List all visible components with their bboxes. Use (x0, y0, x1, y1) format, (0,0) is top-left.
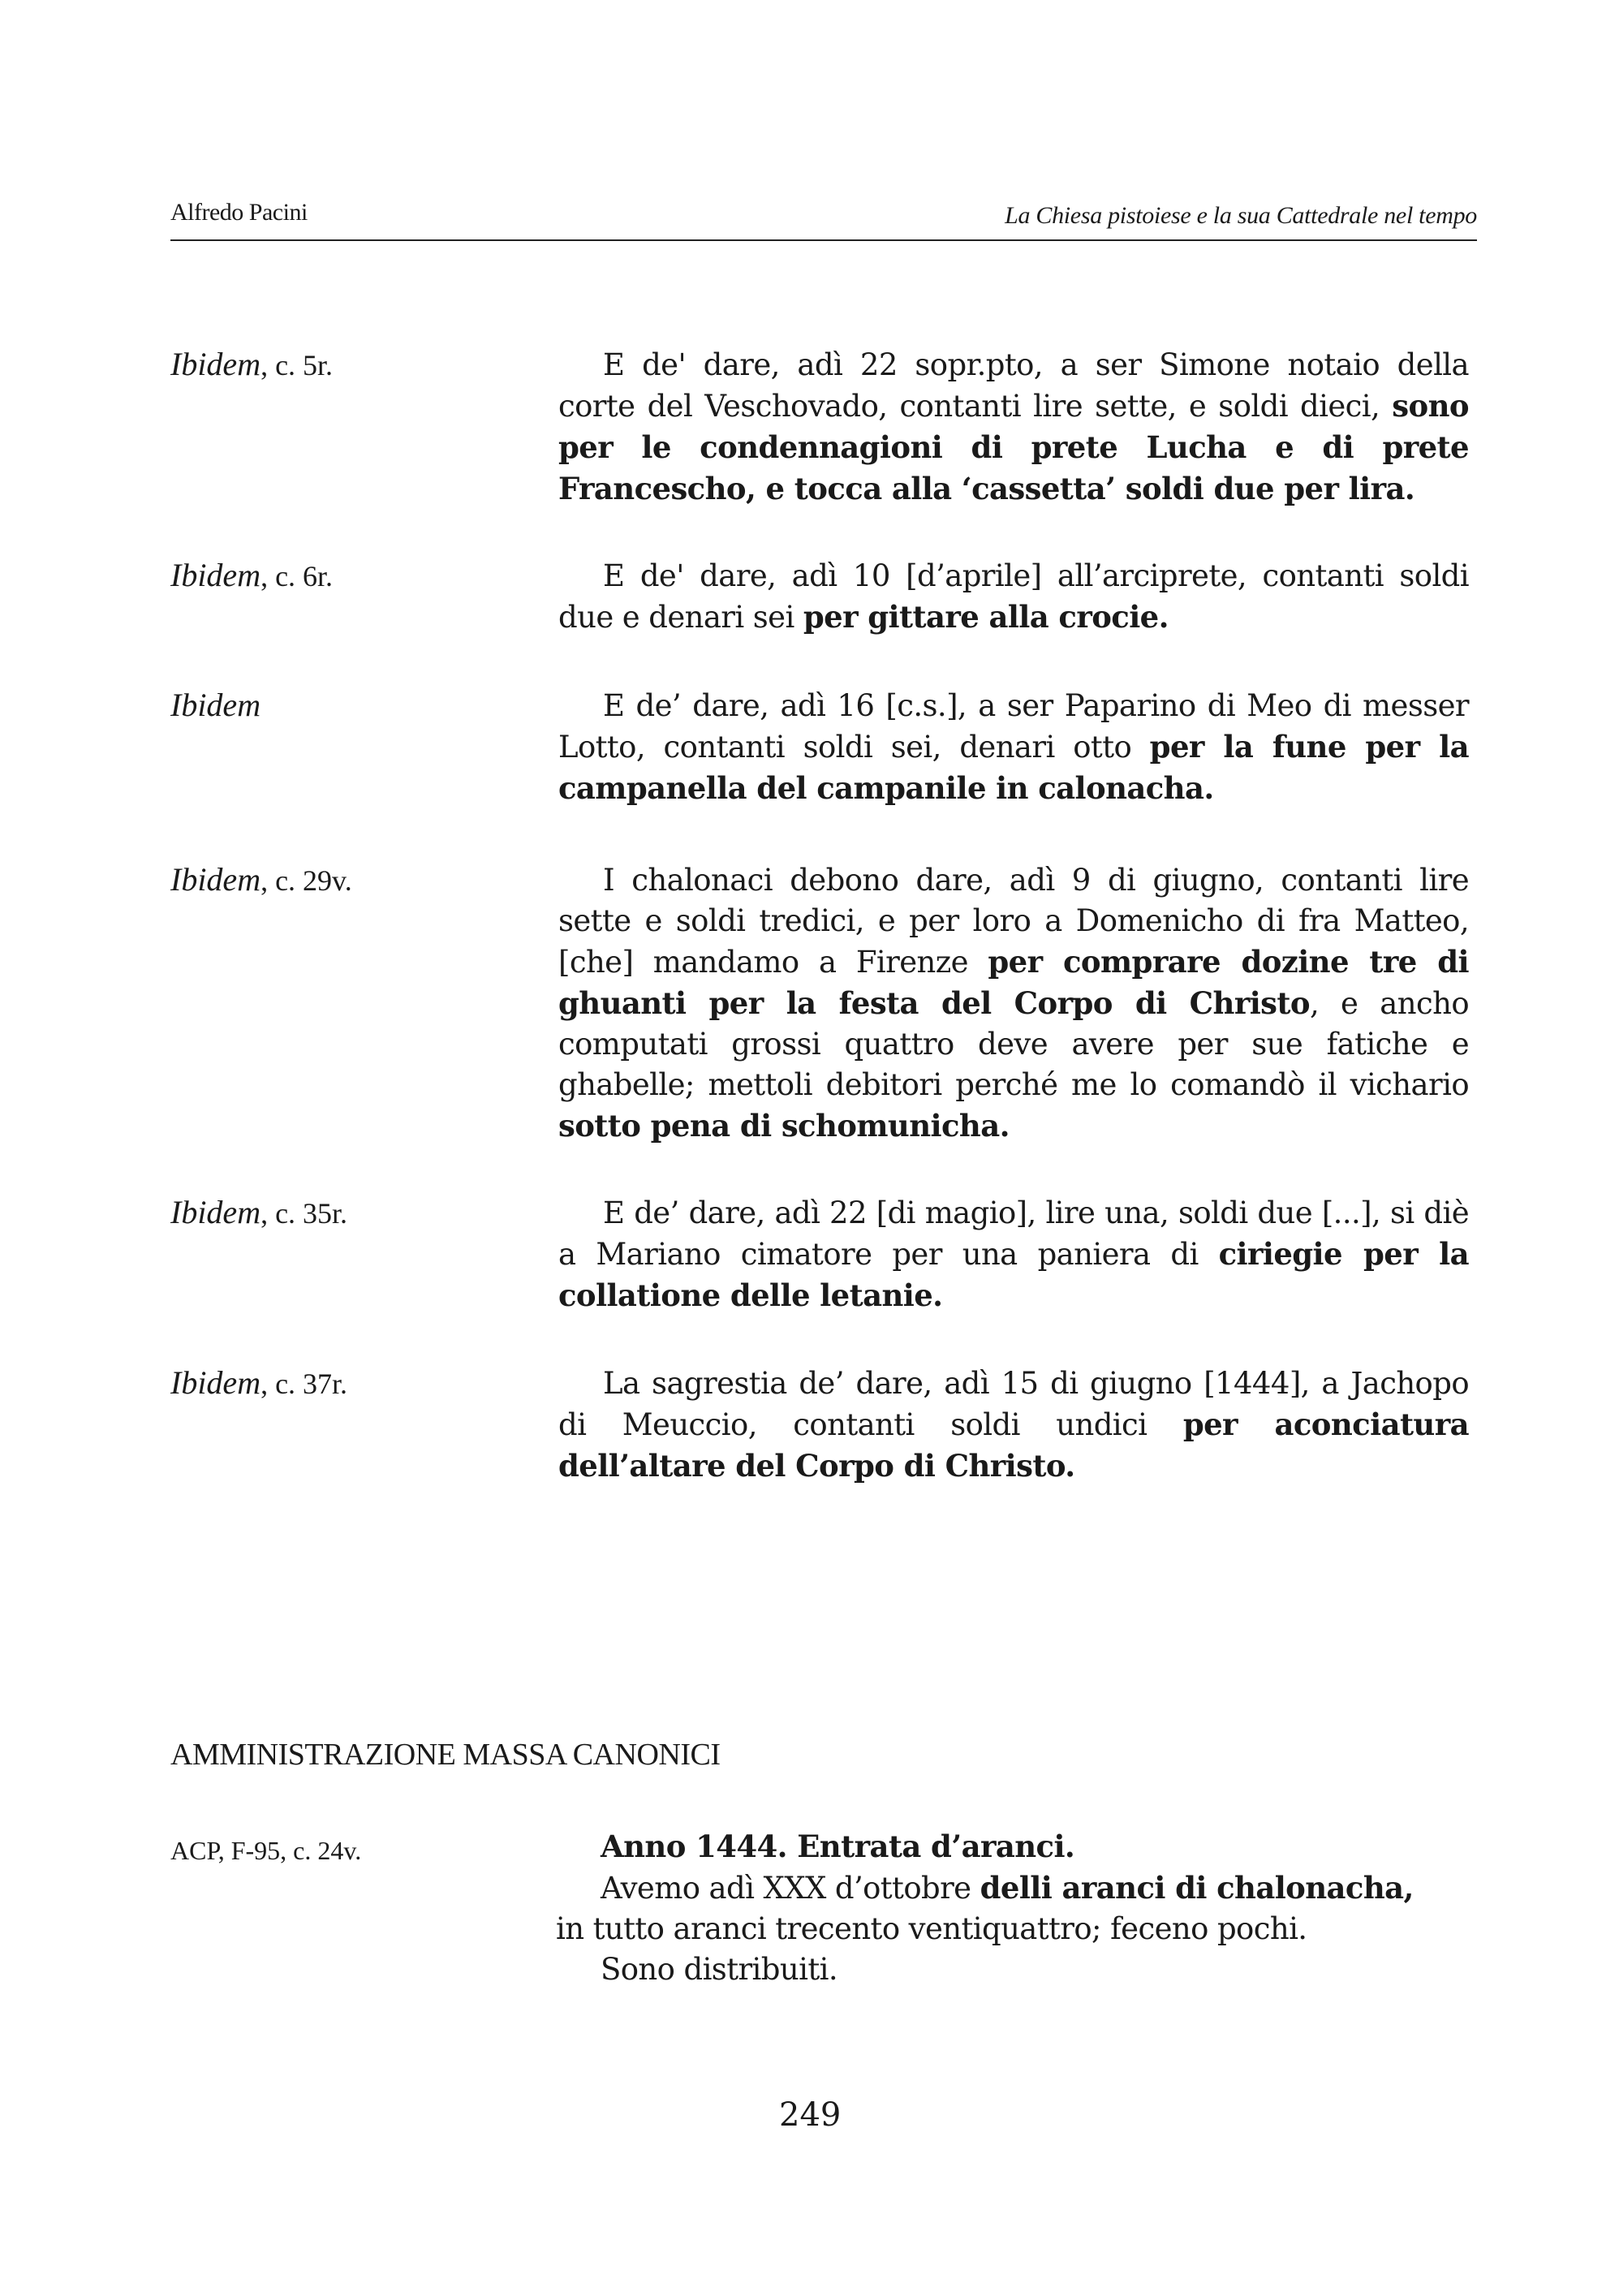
entry-reference: Ibidem, c. 5r. (170, 346, 334, 382)
section-line-3: Sono distribuiti. (601, 1952, 837, 1987)
header-rule (170, 239, 1477, 241)
running-header (170, 199, 1477, 239)
section-heading: Anno 1444. Entrata d’aranci. (601, 1829, 1075, 1864)
entry-reference: Ibidem, c. 35r. (170, 1194, 348, 1230)
section-text (556, 1826, 1473, 1990)
entry-text: I chalonaci debono dare, adì 9 di giugno, contanti lire sette e soldi tredici, e per loro a Domenicho di fra Matteo, [che] mandamo a Firenze per comprare dozine tre di ghuanti per la festa del Corpo di Christo, e ancho computati grossi quattro deve avere per sue fatiche e ghabelle; mettoli debitori perché me lo comandò il vichario sotto pena di schomunicha. (558, 863, 1469, 1144)
entry-text: E de’ dare, adì 16 [c.s.], a ser Paparino di Meo di messer Lotto, contanti soldi sei, denari otto per la fune per la campanella del campanile in calonacha. (558, 688, 1470, 806)
header-book-title: La Chiesa pistoiese e la sua Cattedrale nel tempo (1005, 202, 1477, 229)
entry-text: E de' dare, adì 22 sopr.pto, a ser Simone notaio della corte del Veschovado, contanti lire sette, e soldi dieci, sono per le condennagioni di prete Lucha e di prete Francescho, e tocca alla ‘cassetta’ soldi due per lira. (558, 347, 1469, 506)
section-reference: ACP, F-95, c. 24v. (170, 1836, 362, 1865)
entry-text: E de’ dare, adì 22 [di magio], lire una, soldi due [...], si diè a Mariano cimatore per una paniera di ciriegie per la collatione delle letanie. (558, 1195, 1469, 1313)
section-line-1: Avemo adì XXX d’ottobre delli aranci di chalonacha, (601, 1870, 1414, 1906)
entry-text: La sagrestia de’ dare, adì 15 di giugno [1444], a Jachopo di Meuccio, contanti soldi undici per aconciatura dell’altare del Corpo di Christo. (558, 1366, 1469, 1484)
header-author: Alfredo Pacini (170, 199, 308, 226)
section-line-2: in tutto aranci trecento ventiquattro; feceno pochi. (556, 1911, 1307, 1946)
entry-reference: Ibidem, c. 29v. (170, 861, 352, 898)
entry-reference: Ibidem (170, 687, 261, 723)
page-number: 249 (779, 2096, 842, 2134)
section-title: AMMINISTRAZIONE MASSA CANONICI (170, 1738, 721, 1772)
entry-text: E de' dare, adì 10 [d’aprile] all’arciprete, contanti soldi due e denari sei per gittare alla crocie. (558, 558, 1469, 635)
entry-reference: Ibidem, c. 37r. (170, 1364, 348, 1401)
entry-reference: Ibidem, c. 6r. (170, 557, 334, 593)
